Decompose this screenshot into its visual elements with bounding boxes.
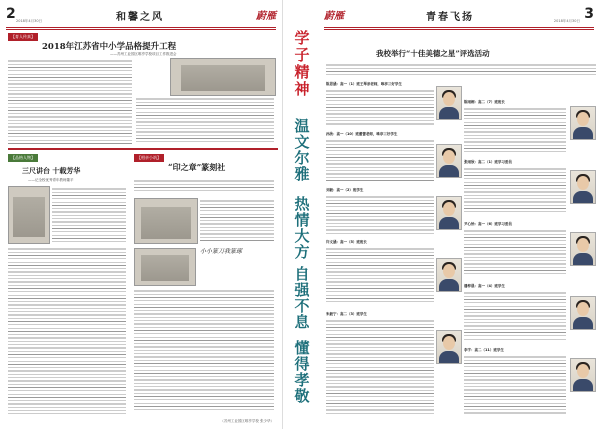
award-headline: 我校举行“十佳美德之星”评选活动 xyxy=(376,49,490,58)
student-6-heading: 陈雨桐：高二（7）班班长 xyxy=(464,100,505,104)
feature-subtitle: ——记全校优秀青年教师董平 xyxy=(28,178,74,182)
student-4-text xyxy=(326,246,434,304)
award-intro-text xyxy=(326,62,596,76)
left-section-title: 和馨之风 xyxy=(116,12,164,23)
student-8-portrait xyxy=(570,232,596,266)
left-logo: 蔚雁 xyxy=(256,11,276,22)
center-spine xyxy=(282,0,320,429)
student-9-portrait xyxy=(570,296,596,330)
right-logo: 蔚雁 xyxy=(324,11,344,22)
spine-motto-2-text: 热情大方 xyxy=(292,196,311,260)
student-10-text xyxy=(464,354,566,414)
spine-heading-text: 学子精神 xyxy=(292,30,311,98)
spine-heading xyxy=(283,30,319,98)
spine-motto-1-text: 温文尔雅 xyxy=(292,118,311,182)
article-text-col-2 xyxy=(136,96,274,144)
student-8-heading: 尹心怡：高一（6）班学习委员 xyxy=(464,222,512,226)
left-date-line: 2018年4月30日 xyxy=(16,19,43,23)
student-1-text xyxy=(326,88,434,126)
seal-club-title: “印之章”篆刻社 xyxy=(168,162,226,172)
seal-text-top xyxy=(134,178,274,194)
student-10-portrait xyxy=(570,358,596,392)
feature-text-col-2 xyxy=(8,246,126,414)
student-1-heading: 陈思涵：高一（1）班王琴亲老师，唯亭三好学生 xyxy=(326,82,402,86)
spine-motto-2 xyxy=(283,196,319,260)
student-4-portrait xyxy=(436,258,462,292)
student-3-portrait xyxy=(436,196,462,230)
left-header-rule-thin xyxy=(6,29,276,30)
student-2-portrait xyxy=(436,144,462,178)
student-5-portrait xyxy=(436,330,462,364)
meeting-photo xyxy=(170,58,276,96)
student-6-portrait xyxy=(570,106,596,140)
right-header-rule-thin xyxy=(324,29,594,30)
spine-motto-4-text: 懂得孝敬 xyxy=(292,340,311,404)
seal-photo-2 xyxy=(134,248,196,286)
tag-main: 【育人传真】 xyxy=(8,33,38,41)
student-3-heading: 刘毅：高一（2）班学生 xyxy=(326,188,364,192)
student-4-heading: 许文涵：高一（5）班班长 xyxy=(326,240,367,244)
left-header-rule xyxy=(6,27,276,28)
teacher-photo xyxy=(8,186,50,244)
seal-photo-1 xyxy=(134,198,198,244)
right-header xyxy=(324,6,594,26)
right-page xyxy=(318,0,600,429)
left-footer: （苏州工业园区唯亭学校 张少华） xyxy=(220,419,274,423)
student-7-text xyxy=(464,166,566,214)
tag-feature: 【品格人物】 xyxy=(8,154,38,162)
student-7-heading: 张雨欣：高二（1）班学习委员 xyxy=(464,160,512,164)
student-8-text xyxy=(464,228,566,276)
article-subheadline: ——苏州工业园区唯亭学校项目工作推进会 xyxy=(110,52,177,56)
student-2-heading: 孙欣：高一（10）班董蕾老师，唯亭三好学生 xyxy=(326,132,398,136)
seal-text-bottom xyxy=(134,288,274,410)
right-section-title: 青春飞扬 xyxy=(426,12,474,23)
tag-right: 【相亲小筑】 xyxy=(134,154,164,162)
student-3-text xyxy=(326,194,434,234)
student-2-text xyxy=(326,138,434,182)
seal-handwriting: 小小篆刀我篆琢 xyxy=(200,248,243,255)
left-page xyxy=(0,0,282,429)
seal-text-mid xyxy=(200,198,274,242)
feature-title: 三尺讲台 十载芳华 xyxy=(22,166,81,175)
right-date-line: 2018年4月30日 xyxy=(553,19,580,23)
student-9-heading: 潘梓晨：高一（4）班学生 xyxy=(464,284,505,288)
student-10-heading: 李宇：高二（11）班学生 xyxy=(464,348,504,352)
divider-line xyxy=(8,148,278,150)
article-text-col-1 xyxy=(8,58,132,144)
spine-motto-3 xyxy=(283,266,319,330)
student-6-text xyxy=(464,106,566,152)
right-header-rule xyxy=(324,27,594,28)
spine-motto-3-text: 自强不息 xyxy=(292,266,311,330)
left-page-number: 2 xyxy=(6,6,16,22)
spine-motto-4 xyxy=(283,340,319,404)
student-1-portrait xyxy=(436,86,462,120)
right-page-number: 3 xyxy=(584,6,594,22)
student-5-text xyxy=(326,318,434,414)
left-header xyxy=(6,6,276,26)
student-5-heading: 朱毅宁：高二（3）班学生 xyxy=(326,312,367,316)
feature-text-col-1 xyxy=(52,186,126,242)
student-7-portrait xyxy=(570,170,596,204)
student-9-text xyxy=(464,290,566,340)
article-headline: 2018年江苏省中小学品格提升工程 xyxy=(42,42,177,52)
spine-motto-1 xyxy=(283,118,319,182)
